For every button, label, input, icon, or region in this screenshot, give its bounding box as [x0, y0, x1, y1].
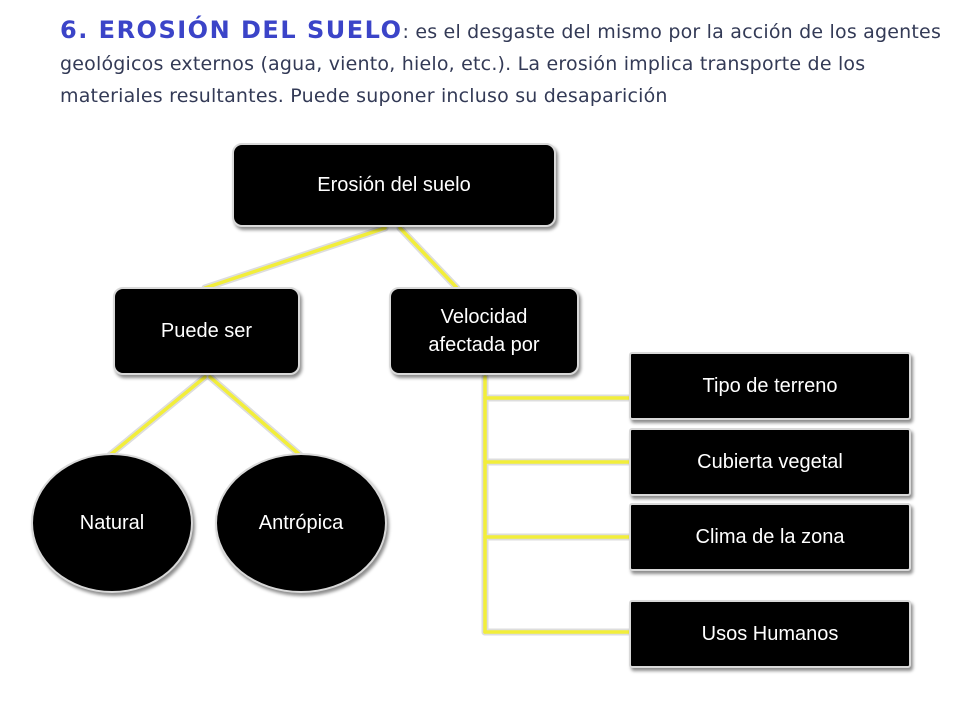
- definition-text: es el desgaste del mismo por la acción de los agentes geológicos externos (agua, viento, hielo, etc.). La erosión implica transporte de los materiales resultantes. Puede suponer incluso su desaparición: [60, 21, 942, 107]
- node-natural: Natural: [31, 453, 193, 593]
- node-cubierta-vegetal: Cubierta vegetal: [629, 428, 911, 496]
- node-tipo-de-terreno: Tipo de terreno: [629, 352, 911, 420]
- node-usos-humanos: Usos Humanos: [629, 600, 911, 668]
- node-antropica: Antrópica: [215, 453, 387, 593]
- node-puede-ser: Puede ser: [113, 287, 300, 375]
- heading-colon: :: [402, 21, 410, 43]
- node-clima-de-la-zona: Clima de la zona: [629, 503, 911, 571]
- node-root: Erosión del suelo: [232, 143, 556, 227]
- node-velocidad: Velocidad afectada por: [389, 287, 579, 375]
- section-heading: 6. EROSIÓN DEL SUELO: [60, 16, 403, 44]
